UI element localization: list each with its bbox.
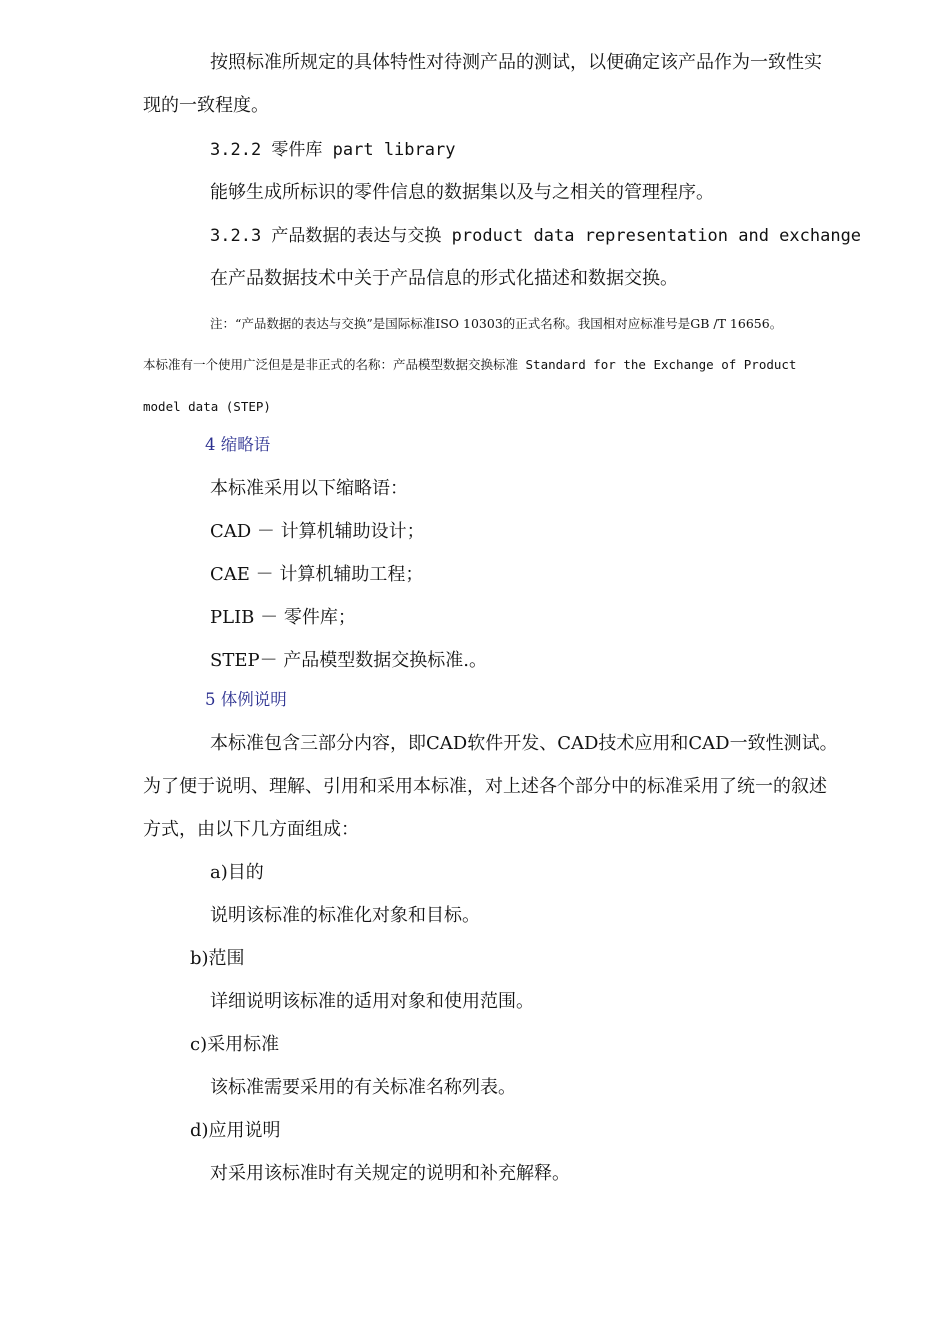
abbreviation-item: PLIB － 零件库； (210, 607, 356, 628)
note-line: model data (STEP) (143, 399, 271, 414)
section-heading: 5 体例说明 (205, 690, 287, 709)
definition-text: 在产品数据技术中关于产品信息的形式化描述和数据交换。 (210, 268, 678, 289)
list-item-text: 对采用该标准时有关规定的说明和补充解释。 (210, 1163, 570, 1184)
list-item-label: a)目的 (210, 862, 264, 883)
list-item-label: b)范围 (190, 948, 245, 969)
note-line: 本标准有一个使用广泛但是是非正式的名称：产品模型数据交换标准 Standard for the Exchange of Product (143, 357, 797, 372)
list-item-text: 说明该标准的标准化对象和目标。 (210, 905, 480, 926)
abbreviation-item: CAE － 计算机辅助工程； (210, 564, 424, 585)
definition-text: 能够生成所标识的零件信息的数据集以及与之相关的管理程序。 (210, 182, 714, 203)
paragraph-line: 本标准包含三部分内容，即CAD软件开发、CAD技术应用和CAD一致性测试。 (210, 733, 838, 754)
abbreviation-item: STEP－ 产品模型数据交换标准.。 (210, 650, 488, 671)
paragraph-line: 现的一致程度。 (143, 95, 269, 116)
list-item-label: d)应用说明 (190, 1120, 281, 1141)
paragraph-line: 为了便于说明、理解、引用和采用本标准，对上述各个部分中的标准采用了统一的叙述 (143, 776, 827, 797)
list-item-text: 该标准需要采用的有关标准名称列表。 (210, 1077, 516, 1098)
note-line: 注：“产品数据的表达与交换”是国际标准ISO 10303的正式名称。我国相对应标准号是GB /T 16656。 (210, 316, 783, 331)
section-heading: 4 缩略语 (205, 435, 271, 454)
paragraph-line: 按照标准所规定的具体特性对待测产品的测试，以便确定该产品作为一致性实 (210, 52, 822, 73)
paragraph-line: 方式，由以下几方面组成： (143, 819, 359, 840)
abbreviation-item: CAD － 计算机辅助设计； (210, 521, 425, 542)
definition-title: 3.2.2 零件库 part library (210, 140, 456, 160)
list-item-label: c)采用标准 (190, 1034, 280, 1055)
definition-title: 3.2.3 产品数据的表达与交换 product data representation and exchange (210, 226, 862, 246)
list-item-text: 详细说明该标准的适用对象和使用范围。 (210, 991, 534, 1012)
paragraph-line: 本标准采用以下缩略语： (210, 478, 408, 499)
